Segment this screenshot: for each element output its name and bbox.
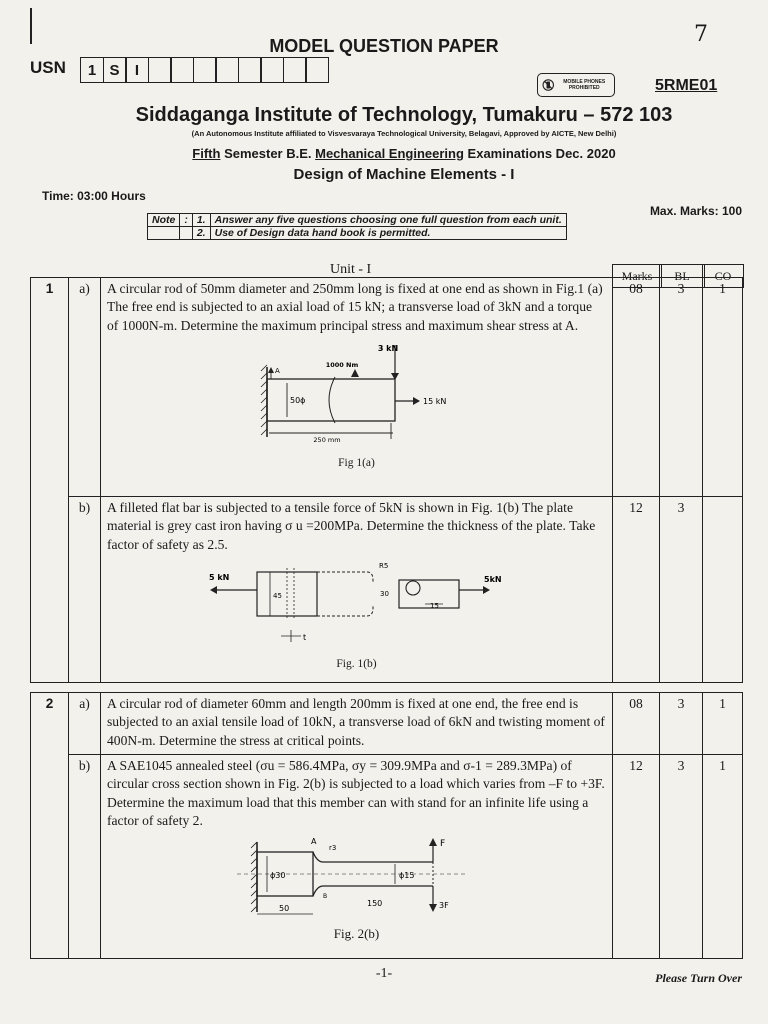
marks-value: 12 bbox=[613, 497, 660, 683]
question-number: 1 bbox=[31, 278, 69, 683]
radius-label: R5 bbox=[378, 561, 388, 570]
width-small-label: 30 bbox=[379, 589, 389, 598]
figure-2b bbox=[107, 830, 606, 944]
note-table bbox=[147, 213, 567, 240]
section-mark-label: B bbox=[322, 893, 327, 901]
length-label: 250 mm bbox=[312, 435, 341, 444]
bl-value: 3 bbox=[660, 755, 703, 959]
handwritten-page-number: 7 bbox=[694, 22, 708, 47]
down-force-label: 3F bbox=[438, 901, 449, 911]
questions-table bbox=[30, 277, 743, 959]
subject-code: 5RME01 bbox=[655, 77, 718, 94]
small-dia-label: ϕ15 bbox=[398, 871, 414, 881]
diameter-label: 50ϕ bbox=[289, 395, 305, 405]
hole-label: 15 bbox=[429, 601, 439, 610]
note-colon: : bbox=[180, 214, 193, 227]
semester: Fifth bbox=[192, 146, 221, 161]
unit-heading: Unit - I bbox=[330, 262, 372, 277]
time-allowed: Time: 03:00 Hours bbox=[42, 189, 146, 203]
question-text: A filleted flat bar is subjected to a tensile force of 5kN is shown in Fig. 1(b) The plate material is grey cast iron having σ u =200MPa. Determine the thickness of the plate. Take factor of safety as 2.5. bbox=[107, 500, 596, 552]
usn-box[interactable] bbox=[238, 57, 262, 83]
marks-value: 08 bbox=[613, 278, 660, 497]
left-force-label: 5 kN bbox=[208, 572, 229, 582]
bl-value: 3 bbox=[660, 497, 703, 683]
exam-tail: Examinations Dec. 2020 bbox=[463, 146, 616, 161]
question-row bbox=[31, 278, 743, 497]
usn-box[interactable]: 1 bbox=[80, 57, 104, 83]
co-value: 1 bbox=[703, 693, 743, 755]
exam-line bbox=[0, 146, 768, 161]
question-text: A circular rod of 50mm diameter and 250mm long is fixed at one end as shown in Fig.1 (a) The free end is subjected to an axial load of 15 kN; a transverse load of 3kN and a torque of 1000N-m. Determine the maximum principal stress and maximum shear stress at A. bbox=[107, 281, 603, 333]
question-gap bbox=[31, 683, 743, 693]
usn-boxes bbox=[80, 57, 328, 83]
note-label: Note bbox=[148, 214, 180, 227]
right-force-label: 5kN bbox=[483, 574, 502, 584]
note-num: 1. bbox=[192, 214, 210, 227]
co-value: 1 bbox=[703, 755, 743, 959]
usn-box[interactable] bbox=[215, 57, 239, 83]
figure-caption: Fig. 2(b) bbox=[333, 926, 380, 942]
torque-label: 1000 Nm bbox=[325, 360, 358, 369]
usn-label: USN bbox=[30, 58, 66, 77]
question-cell bbox=[101, 755, 613, 959]
subject-title: Design of Machine Elements - I bbox=[293, 166, 515, 183]
question-text: A SAE1045 annealed steel (σu = 586.4MPa, σy = 309.9MPa and σ-1 = 289.3MPa) of circular cross section shown in Fig. 2(b) is subjected to a load which varies from –F to +3F. Determine the maximum load that this member can with stand for an infinite life using a factor of safety 2. bbox=[107, 758, 605, 828]
usn-box[interactable] bbox=[193, 57, 217, 83]
col-header-co: CO bbox=[702, 264, 744, 288]
sub-label: a) bbox=[69, 693, 101, 755]
figure-1b bbox=[107, 554, 606, 674]
note-num: 2. bbox=[192, 227, 210, 240]
figure-caption: Fig 1(a) bbox=[338, 457, 375, 470]
flat-bar-figure bbox=[187, 558, 527, 650]
question-row bbox=[31, 497, 743, 683]
usn-box[interactable]: S bbox=[103, 57, 127, 83]
question-number: 2 bbox=[31, 693, 69, 959]
col-header-bl: BL bbox=[659, 264, 705, 288]
up-force-label: F bbox=[439, 839, 445, 850]
question-cell bbox=[101, 497, 613, 683]
usn-box[interactable] bbox=[283, 57, 307, 83]
large-dia-label: ϕ30 bbox=[269, 871, 285, 881]
len-small-label: 150 bbox=[366, 899, 382, 909]
vertical-load-label: 3 kN bbox=[377, 343, 398, 353]
note-text: Use of Design data hand book is permitted. bbox=[210, 227, 566, 240]
note-text: Answer any five questions choosing one full question from each unit. bbox=[210, 214, 566, 227]
usn-box[interactable] bbox=[260, 57, 284, 83]
no-phone-icon bbox=[542, 76, 555, 94]
len-large-label: 50 bbox=[278, 904, 289, 914]
paper-title: MODEL QUESTION PAPER bbox=[269, 36, 499, 56]
max-marks: Max. Marks: 100 bbox=[649, 204, 742, 218]
institute-name: Siddaganga Institute of Technology, Tumakuru – 572 103 bbox=[135, 104, 673, 126]
usn-box[interactable] bbox=[305, 57, 329, 83]
axial-load-label: 15 kN bbox=[422, 396, 446, 406]
usn-box[interactable]: I bbox=[125, 57, 149, 83]
question-text: A circular rod of diameter 60mm and length 200mm is fixed at one end, the free end is subjected to an axial tensile load of 10kN, a transverse load of 6kN and twisting moment of 400N-m. Determine the stress at critical points. bbox=[101, 693, 613, 755]
sub-label: b) bbox=[69, 497, 101, 683]
stepped-shaft-figure bbox=[227, 834, 487, 920]
question-row bbox=[31, 755, 743, 959]
badge-text: MOBILE PHONES PROHIBITED bbox=[563, 79, 606, 91]
usn-box[interactable] bbox=[148, 57, 172, 83]
fillet-label: r3 bbox=[328, 844, 336, 853]
point-a-label: A bbox=[310, 837, 316, 847]
thickness-label: t bbox=[302, 632, 306, 642]
usn-box[interactable] bbox=[170, 57, 194, 83]
width-large-label: 45 bbox=[272, 591, 282, 600]
question-row bbox=[31, 693, 743, 755]
question-cell bbox=[101, 278, 613, 497]
marks-value: 12 bbox=[613, 755, 660, 959]
institute-subline: (An Autonomous Institute affiliated to Visvesvaraya Technological University, Belagavi, Approved by AICTE, New Delhi) bbox=[191, 129, 617, 138]
point-a-label: A bbox=[274, 366, 280, 375]
branch: Mechanical Engineering bbox=[315, 146, 464, 161]
sub-label: b) bbox=[69, 755, 101, 959]
bl-value: 3 bbox=[660, 278, 703, 497]
co-value: 1 bbox=[703, 278, 743, 497]
figure-caption: Fig. 1(b) bbox=[336, 658, 377, 671]
page-footer: -1- bbox=[375, 966, 393, 981]
co-value bbox=[703, 497, 743, 683]
sub-label: a) bbox=[69, 278, 101, 497]
marks-value: 08 bbox=[613, 693, 660, 755]
col-header-marks: Marks bbox=[612, 264, 662, 288]
exam-mid: Semester B.E. bbox=[220, 146, 316, 161]
rod-figure bbox=[227, 339, 487, 449]
mobile-prohibited-badge bbox=[537, 73, 615, 97]
bl-value: 3 bbox=[660, 693, 703, 755]
figure-1a bbox=[107, 335, 606, 473]
turn-over-note: Please Turn Over bbox=[655, 971, 742, 985]
